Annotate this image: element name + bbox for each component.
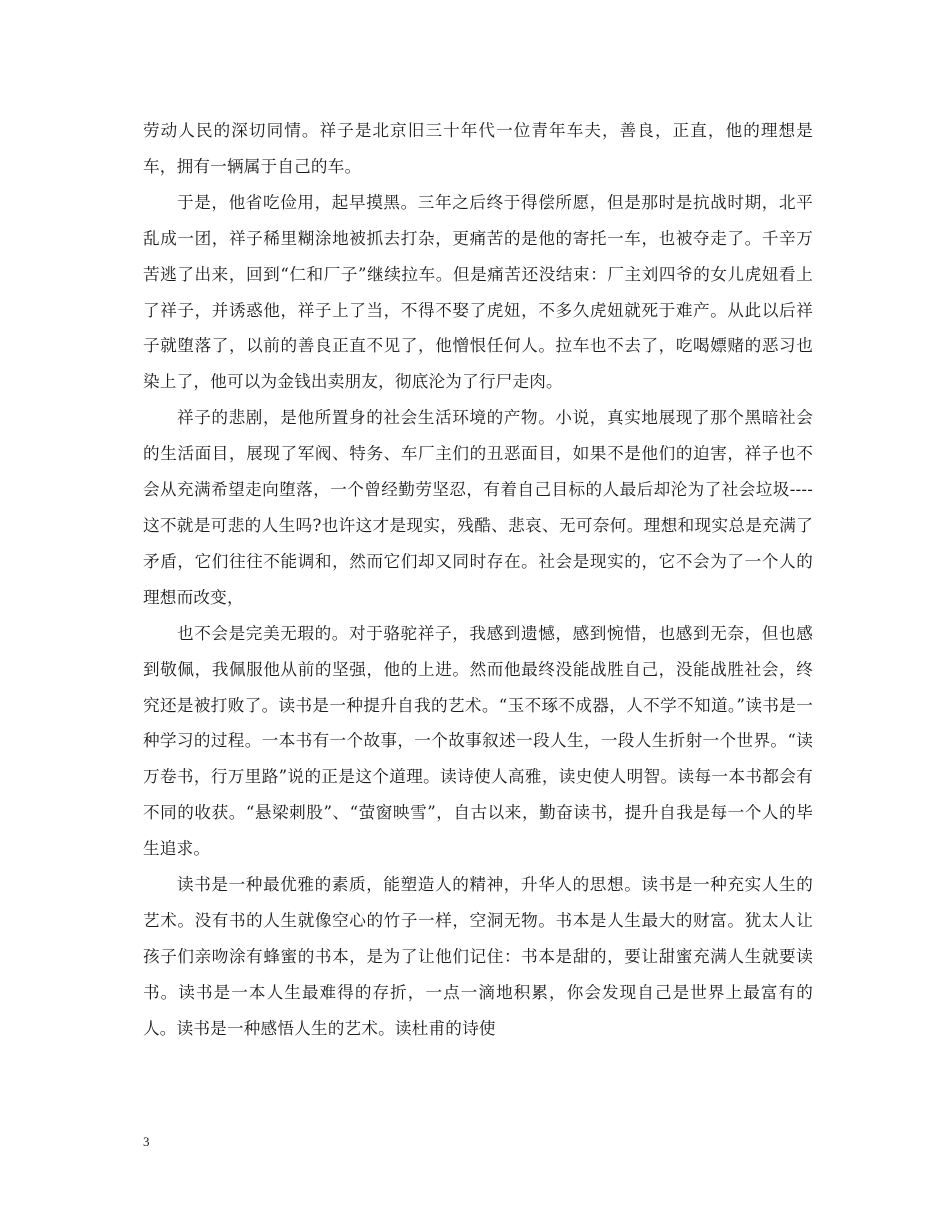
paragraph-1: 劳动人民的深切同情。祥子是北京旧三十年代一位青年车夫，善良，正直，他的理想是车，拥有一辆属于自己的车。	[143, 121, 813, 176]
paragraph-4: 也不会是完美无瑕的。对于骆驼祥子，我感到遗憾，感到惋惜，也感到无奈，但也感到敬佩，我佩服他从前的坚强，他的上进。然而他最终没能战胜自己，没能战胜社会，终究还是被打败了。读书是一种提升自我的艺术。“玉不琢不成器，人不学不知道。”读书是一种学习的过程。一本书有一个故事，一个故事叙述一段人生，一段人生折射一个世界。“读万卷书，行万里路”说的正是这个道理。读诗使人高雅，读史使人明智。读每一本书都会有不同的收获。“悬梁刺股”、“萤窗映雪”，自古以来，勤奋读书，提升自我是每一个人的毕生追求。	[143, 623, 813, 859]
paragraph-2: 于是，他省吃俭用，起早摸黑。三年之后终于得偿所愿，但是那时是抗战时期，北平乱成一团，祥子稀里糊涂地被抓去打杂，更痛苦的是他的寄托一车，也被夺走了。千辛万苦逃了出来，回到“仁和厂子”继续拉车。但是痛苦还没结束：厂主刘四爷的女儿虎妞看上了祥子，并诱惑他，祥子上了当，不得不娶了虎妞，不多久虎妞就死于难产。从此以后祥子就堕落了，以前的善良正直不见了，他憎恨任何人。拉车也不去了，吃喝嫖赌的恶习也染上了，他可以为金钱出卖朋友，彻底沦为了行尸走肉。	[143, 192, 813, 392]
page-number: 3	[143, 1134, 150, 1149]
document-body	[143, 113, 813, 1047]
paragraph-5: 读书是一种最优雅的素质，能塑造人的精神，升华人的思想。读书是一种充实人生的艺术。没有书的人生就像空心的竹子一样，空洞无物。书本是人生最大的财富。犹太人让孩子们亲吻涂有蜂蜜的书本，是为了让他们记住：书本是甜的，要让甜蜜充满人生就要读书。读书是一本人生最难得的存折，一点一滴地积累，你会发现自己是世界上最富有的人。读书是一种感悟人生的艺术。读杜甫的诗使	[143, 875, 813, 1038]
paragraph-3: 祥子的悲剧，是他所置身的社会生活环境的产物。小说，真实地展现了那个黑暗社会的生活面目，展现了军阀、特务、车厂主们的丑恶面目，如果不是他们的迫害，祥子也不会从充满希望走向堕落，一个曾经勤劳坚忍，有着自己目标的人最后却沦为了社会垃圾----这不就是可悲的人生吗?也许这才是现实，残酷、悲哀、无可奈何。理想和现实总是充满了矛盾，它们往往不能调和，然而它们却又同时存在。社会是现实的，它不会为了一个人的理想而改变，	[143, 408, 813, 607]
